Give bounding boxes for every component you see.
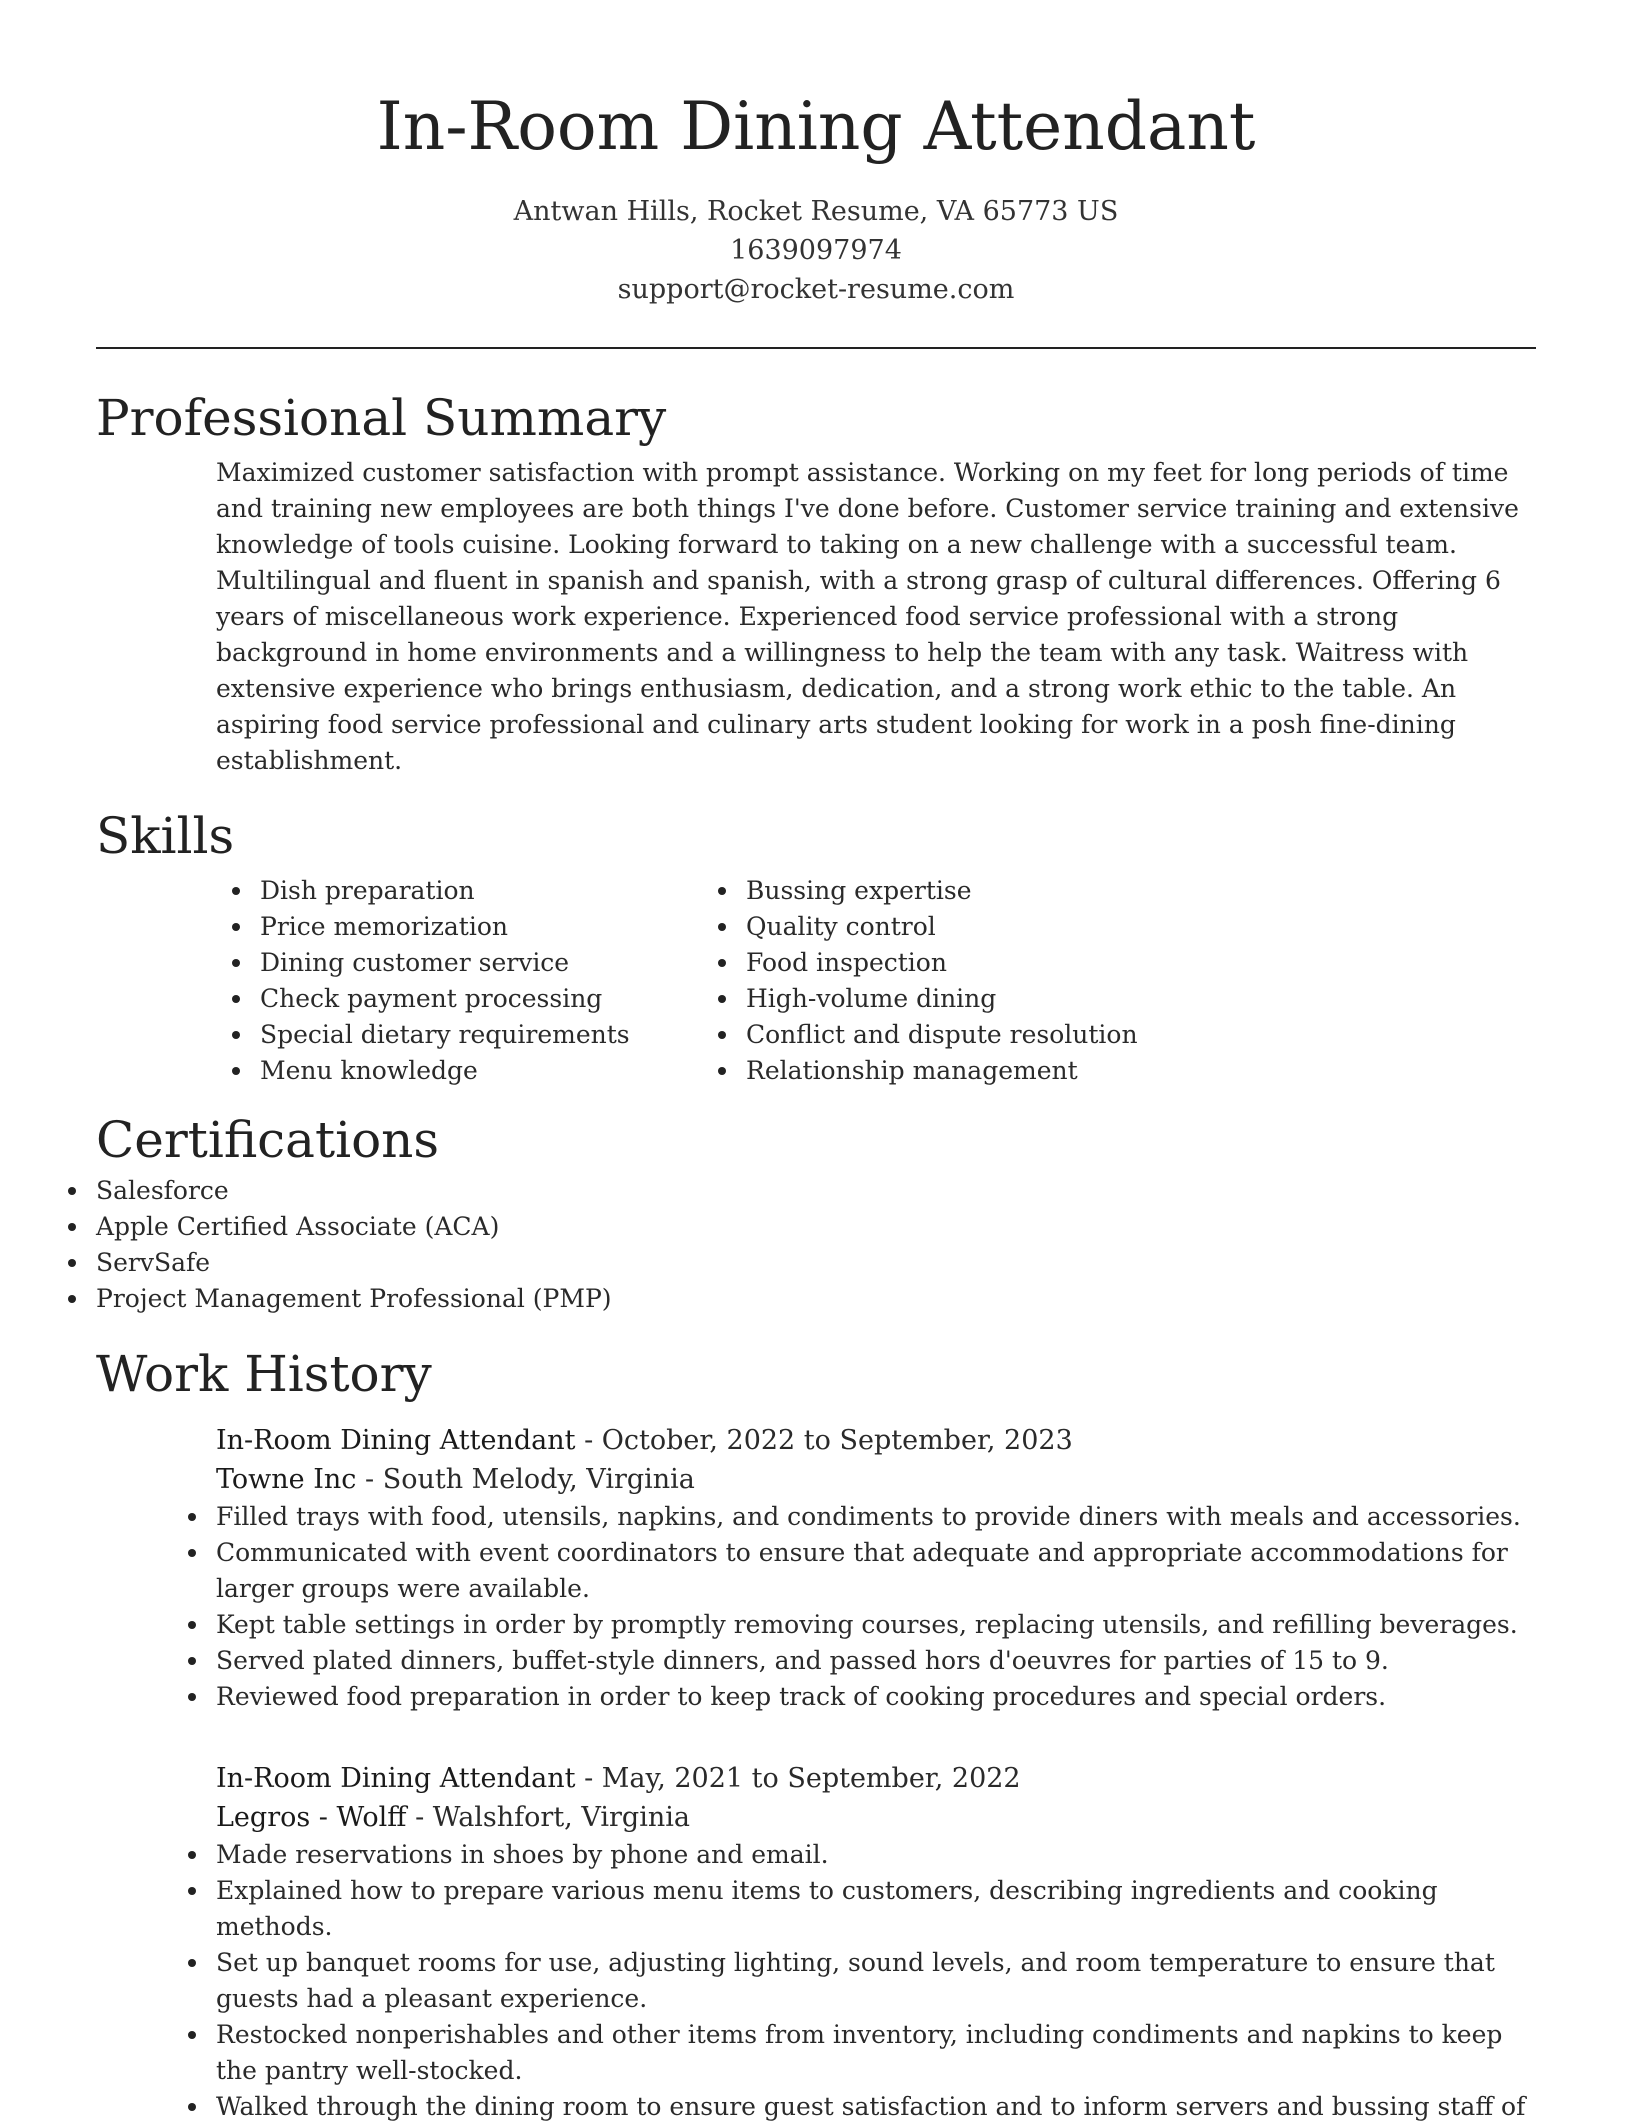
job-duty: Explained how to prepare various menu items to customers, describing ingredients and cooking methods. [216, 1873, 1536, 1945]
certification-item: ServSafe [96, 1245, 1536, 1281]
job-duty: Kept table settings in order by promptly removing courses, replacing utensils, and refilling beverages. [216, 1607, 1536, 1643]
job-duties-list [216, 1837, 1536, 2125]
job-duty: Served plated dinners, buffet-style dinners, and passed hors d'oeuvres for parties of 15 to 9. [216, 1643, 1536, 1679]
skills-column-right [746, 873, 1396, 1089]
job-duty: Communicated with event coordinators to ensure that adequate and appropriate accommodations for larger groups were available. [216, 1535, 1536, 1607]
contact-phone: 1639097974 [730, 235, 902, 266]
certification-item: Project Management Professional (PMP) [96, 1281, 1536, 1317]
job-dates: May, 2021 to September, 2022 [601, 1763, 1021, 1794]
resume-header [96, 0, 1536, 309]
job-role: In-Room Dining Attendant [216, 1425, 576, 1456]
skill-item: Check payment processing [260, 981, 746, 1017]
job-company: Legros - Wolff [216, 1802, 407, 1833]
skill-item: Price memorization [260, 909, 746, 945]
summary-heading: Professional Summary [96, 389, 667, 447]
job-company: Towne Inc [216, 1464, 357, 1495]
job-location: Walshfort, Virginia [432, 1802, 690, 1833]
certifications-heading: Certifications [96, 1111, 440, 1169]
skills-column-left [96, 873, 746, 1089]
job-duties-list [216, 1499, 1536, 1715]
certification-item: Salesforce [96, 1173, 1536, 1209]
job-dates: October, 2022 to September, 2023 [601, 1425, 1073, 1456]
skills-heading: Skills [96, 807, 235, 865]
certifications-list [96, 1173, 1536, 1317]
resume-name: In-Room Dining Attendant [376, 88, 1256, 165]
job-title-line: In-Room Dining Attendant - October, 2022 to September, 2023 [216, 1425, 1073, 1456]
skills-grid [96, 873, 1536, 1089]
summary-text: Maximized customer satisfaction with prompt assistance. Working on my feet for long periods of time and training new employees are both things I've done before. Customer service training and extensive knowledge of tools cuisine. Looking forward to taking on a new challenge with a successful team. Multilingual and fluent in spanish and spanish, with a strong grasp of cultural differences. Offering 6 years of miscellaneous work experience. Experienced food service professional with a strong background in home environments and a willingness to help the team with any task. Waitress with extensive experience who brings enthusiasm, dedication, and a strong work ethic to the table. An aspiring food service professional and culinary arts student looking for work in a posh fine-dining establishment. [216, 458, 1519, 775]
job-entry [216, 1759, 1536, 2125]
contact-email: support@rocket-resume.com [617, 274, 1015, 305]
header-divider [96, 347, 1536, 349]
certification-item: Apple Certified Associate (ACA) [96, 1209, 1536, 1245]
resume-page [96, 0, 1536, 2125]
skill-item: Dish preparation [260, 873, 746, 909]
job-duty: Walked through the dining room to ensure guest satisfaction and to inform servers and bussing staff of [216, 2089, 1536, 2125]
job-location: South Melody, Virginia [382, 1464, 695, 1495]
job-duty: Reviewed food preparation in order to keep track of cooking procedures and special orders. [216, 1679, 1536, 1715]
job-duty: Made reservations in shoes by phone and email. [216, 1837, 1536, 1873]
skill-item: Quality control [746, 909, 1396, 945]
job-company-line: Towne Inc - South Melody, Virginia [216, 1464, 695, 1495]
skill-item: Food inspection [746, 945, 1396, 981]
contact-address: Antwan Hills, Rocket Resume, VA 65773 US [513, 196, 1119, 227]
job-duty: Set up banquet rooms for use, adjusting lighting, sound levels, and room temperature to ensure that guests had a pleasant experience. [216, 1945, 1536, 2017]
job-duty: Restocked nonperishables and other items from inventory, including condiments and napkins to keep the pantry well-stocked. [216, 2017, 1536, 2089]
job-company-line: Legros - Wolff - Walshfort, Virginia [216, 1802, 690, 1833]
skill-item: High-volume dining [746, 981, 1396, 1017]
job-title-line: In-Room Dining Attendant - May, 2021 to September, 2022 [216, 1763, 1021, 1794]
skill-item: Menu knowledge [260, 1053, 746, 1089]
skill-item: Conflict and dispute resolution [746, 1017, 1396, 1053]
job-duty: Filled trays with food, utensils, napkins, and condiments to provide diners with meals and accessories. [216, 1499, 1536, 1535]
work-history-heading: Work History [96, 1345, 432, 1403]
skill-item: Dining customer service [260, 945, 746, 981]
skill-item: Bussing expertise [746, 873, 1396, 909]
job-role: In-Room Dining Attendant [216, 1763, 576, 1794]
job-entry [216, 1421, 1536, 1715]
skill-item: Relationship management [746, 1053, 1396, 1089]
skill-item: Special dietary requirements [260, 1017, 746, 1053]
